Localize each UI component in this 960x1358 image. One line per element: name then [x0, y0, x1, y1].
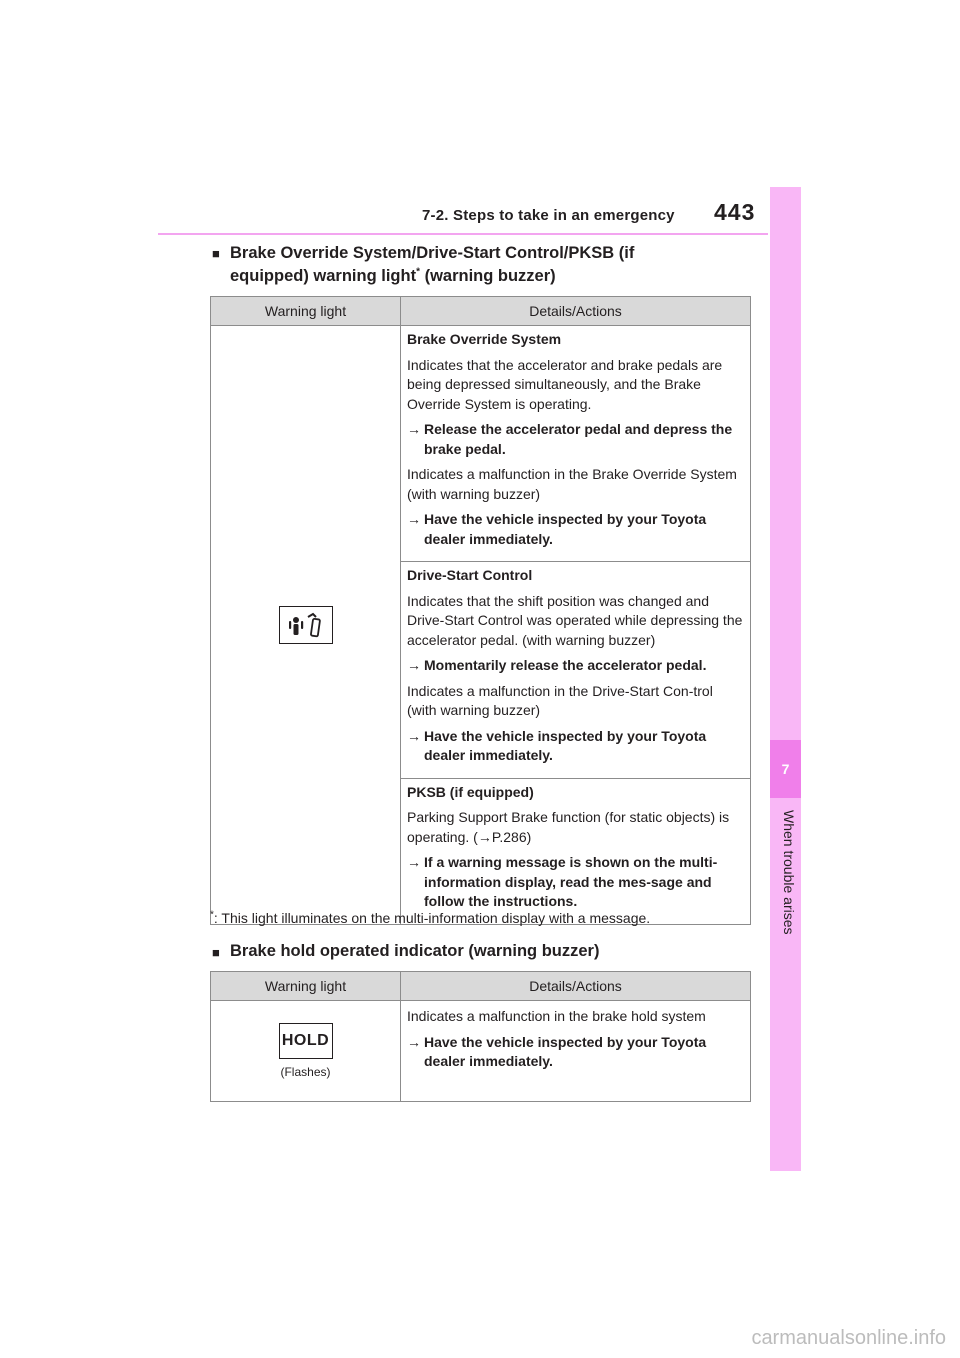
section2-heading: Brake hold operated indicator (warning buzzer) [230, 942, 600, 960]
footnote-star: * [210, 909, 214, 921]
brake-hold-table [210, 971, 751, 1102]
arrow-icon: → [407, 727, 421, 744]
arrow-icon: → [407, 511, 421, 527]
details-block [401, 326, 750, 561]
action-text: Have the vehicle inspected by your Toyota dealer immediately. [424, 1033, 707, 1069]
action-instruction [407, 510, 746, 549]
action-instruction [407, 727, 746, 766]
chapter-number-badge: 7 [770, 740, 801, 798]
header-divider [158, 233, 768, 235]
detail-text: Indicates a malfunction in the Drive-Start Con-trol (with warning buzzer) [407, 682, 713, 718]
arrow-icon: → [407, 657, 421, 673]
brake-override-warning-icon [279, 606, 333, 644]
detail-text: Indicates that the shift position was changed and Drive-Start Control was operated while depressing the accelerator pedal. (with warning buzzer) [407, 592, 743, 648]
warning-light-cell [211, 1001, 401, 1102]
watermark: carmanualsonline.info [751, 1327, 946, 1349]
column-header-details-actions: Details/Actions [401, 297, 751, 326]
detail-title: PKSB (if equipped) [407, 783, 534, 800]
section1-heading-suffix: (warning buzzer) [419, 267, 556, 285]
details-block [401, 1001, 750, 1084]
detail-text: Indicates that the accelerator and brake pedals are being depressed simultaneously, and the Brake Override System is operating. [407, 356, 723, 412]
section1-heading-line1: Brake Override System/Drive-Start Control/PKSB (if [230, 244, 635, 262]
detail-text: Parking Support Brake function (for static objects) is operating. (→P.286) [407, 809, 730, 845]
details-cell [401, 326, 751, 562]
action-text: Have the vehicle inspected by your Toyota dealer immediately. [424, 727, 707, 763]
section1-heading-line2-text: equipped) warning light [230, 267, 417, 285]
arrow-icon: → [407, 421, 421, 437]
section-header-title: 7-2. Steps to take in an emergency [422, 207, 675, 224]
details-block [401, 779, 750, 924]
action-instruction [407, 420, 746, 459]
section-bullet: ■ [212, 246, 220, 261]
footnote-text: : This light illuminates on the multi-information display with a message. [213, 910, 651, 926]
chapter-side-tab [770, 187, 801, 1171]
action-instruction [407, 1033, 746, 1072]
detail-title: Drive-Start Control [407, 567, 533, 583]
detail-title: Brake Override System [407, 331, 562, 347]
details-cell [401, 778, 751, 924]
action-text: Have the vehicle inspected by your Toyota dealer immediately. [424, 511, 707, 547]
footnote [210, 910, 650, 926]
table-row [211, 326, 751, 562]
section-bullet: ■ [212, 945, 220, 960]
section1-heading-line2 [230, 265, 634, 288]
action-text: Momentarily release the accelerator pedal. [424, 657, 707, 673]
page-number: 443 [714, 199, 756, 225]
details-block [401, 562, 750, 778]
detail-text: Indicates a malfunction in the brake hold system [407, 1008, 706, 1024]
detail-text: Indicates a malfunction in the Brake Override System (with warning buzzer) [407, 466, 737, 502]
details-cell [401, 1001, 751, 1102]
section1-heading [230, 242, 634, 288]
brake-hold-icon: HOLD [279, 1023, 333, 1059]
brake-override-table [210, 296, 751, 925]
action-instruction [407, 656, 746, 676]
chapter-label: When trouble arises [781, 810, 797, 935]
action-text: Release the accelerator pedal and depress the brake pedal. [424, 421, 733, 457]
column-header-warning-light: Warning light [211, 297, 401, 326]
table-row [211, 1001, 751, 1102]
action-text: If a warning message is shown on the multi-information display, read the mes-sage and follow the instructions. [424, 854, 718, 909]
action-instruction [407, 853, 746, 912]
warning-light-cell [211, 326, 401, 925]
column-header-warning-light: Warning light [211, 972, 401, 1001]
footnote-marker: * [416, 266, 420, 278]
details-cell [401, 562, 751, 779]
arrow-icon: → [407, 1033, 421, 1050]
icon-caption: (Flashes) [280, 1065, 331, 1079]
column-header-details-actions: Details/Actions [401, 972, 751, 1001]
arrow-icon: → [407, 854, 421, 870]
